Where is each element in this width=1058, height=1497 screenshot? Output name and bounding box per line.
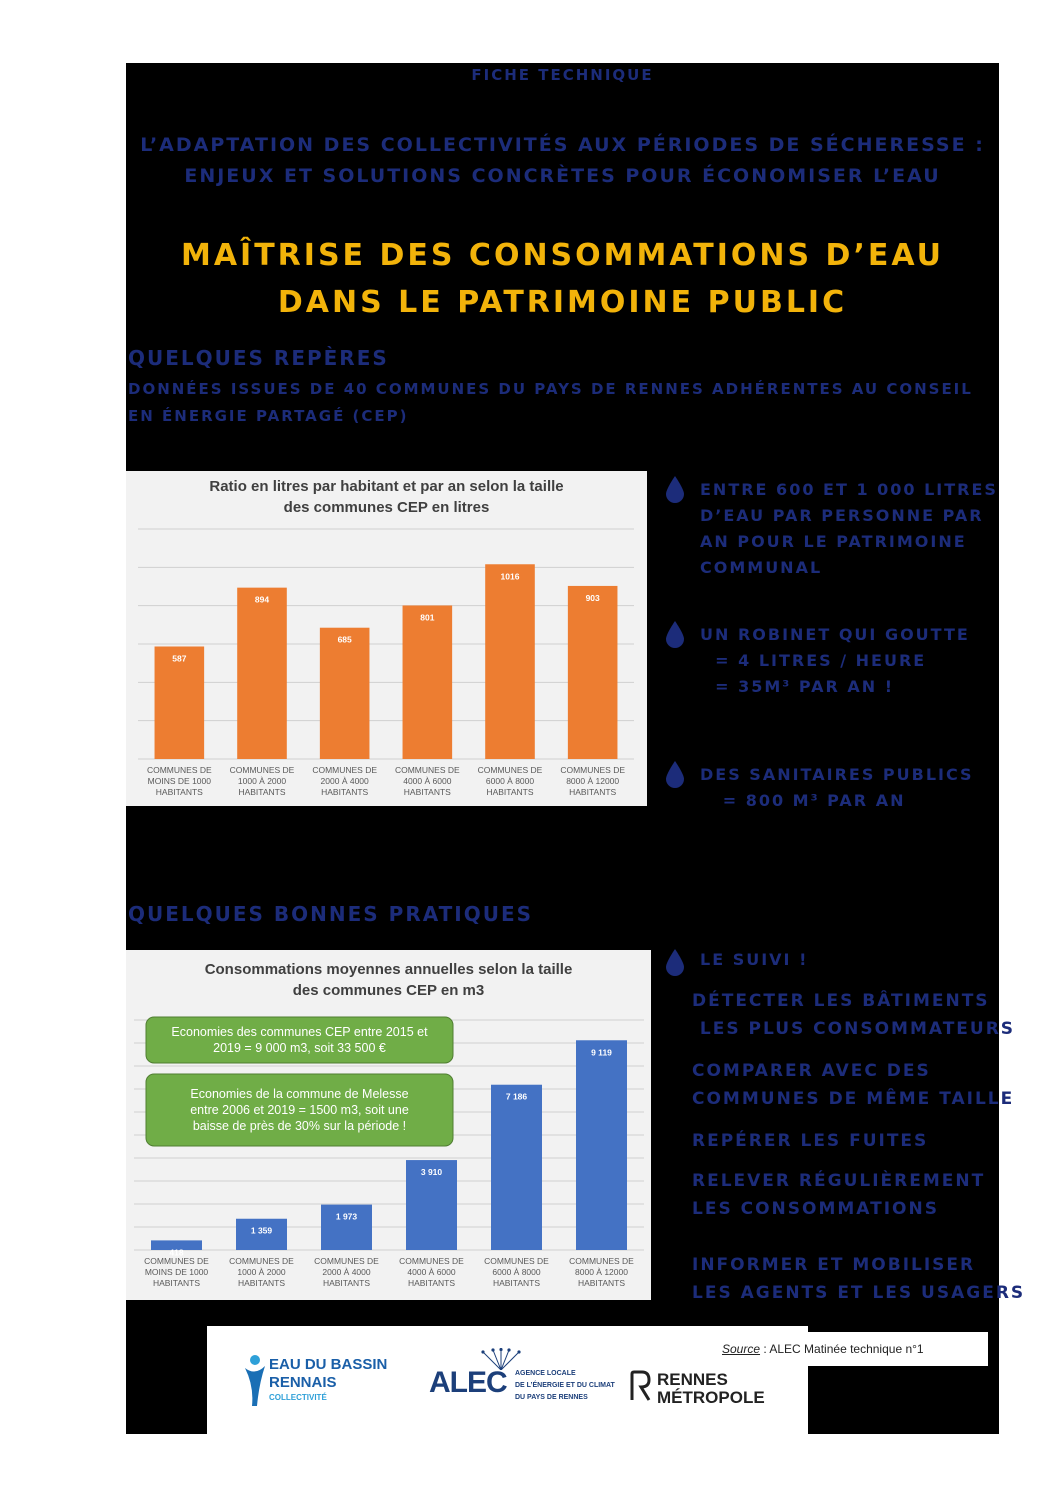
- key-figure-line: = 4 LITRES / HEURE: [700, 651, 927, 670]
- subtitle-line-2: ENJEUX ET SOLUTIONS CONCRÈTES POUR ÉCONOMISER L’EAU: [184, 165, 941, 187]
- rennes-metropole-logo-line1: RENNES: [657, 1370, 728, 1389]
- section-description: DONNÉES ISSUES DE 40 COMMUNES DU PAYS DE RENNES ADHÉRENTES AU CONSEIL EN ÉNERGIE PARTAGÉ (CEP): [128, 380, 973, 425]
- chart-bar: [491, 1085, 542, 1250]
- practice-item-line: COMPARER AVEC DES: [692, 1061, 931, 1081]
- chart-ratio-svg: [126, 471, 647, 806]
- category-label: 2000 À 4000: [320, 776, 369, 786]
- data-label: 1 973: [335, 1211, 358, 1222]
- category-label: HABITANTS: [407, 1278, 456, 1288]
- annotation-text: Economies des communes CEP entre 2015 et: [171, 1025, 428, 1039]
- alec-logo-line2: DE L’ÉNERGIE ET DU CLIMAT: [515, 1382, 615, 1389]
- chart-bar: [403, 605, 453, 759]
- rennes-metropole-logo-icon: [629, 1370, 651, 1402]
- water-drop-icon: [665, 948, 685, 976]
- eau-bassin-logo-line3: COLLECTIVITÉ: [269, 1393, 327, 1402]
- rennes-metropole-logo-line2: MÉTROPOLE: [657, 1388, 765, 1407]
- category-label: HABITANTS: [569, 787, 617, 797]
- category-label: HABITANTS: [238, 787, 286, 797]
- practice-item-line: LES AGENTS ET LES USAGERS: [692, 1283, 1026, 1303]
- category-label: MOINS DE 1000: [147, 776, 211, 786]
- chart-bar: [237, 588, 287, 759]
- eau-bassin-logo-line1: EAU DU BASSIN: [269, 1356, 388, 1373]
- data-label: 1 359: [250, 1225, 273, 1236]
- practices-heading: LE SUIVI !: [700, 950, 809, 969]
- data-label: 418: [169, 1247, 184, 1258]
- section-title-reperes: QUELQUES REPÈRES: [128, 346, 389, 370]
- category-label: 1000 À 2000: [237, 1267, 286, 1277]
- category-label: 4000 À 6000: [403, 776, 452, 786]
- practice-item-line: REPÉRER LES FUITES: [692, 1131, 929, 1151]
- practice-item-line: LES PLUS CONSOMMATEURS: [692, 1019, 1016, 1039]
- chart-bar: [576, 1040, 627, 1250]
- chart-bar: [568, 586, 618, 759]
- subtitle-line-1: L’ADAPTATION DES COLLECTIVITÉS AUX PÉRIODES DE SÉCHERESSE :: [140, 134, 985, 156]
- chart-title-line: Consommations moyennes annuelles selon la taille: [204, 961, 573, 978]
- chart-title-line: des communes CEP en m3: [292, 982, 485, 999]
- water-drop-icon: [665, 620, 685, 648]
- category-label: HABITANTS: [577, 1278, 626, 1288]
- category-label: 6000 À 8000: [485, 776, 535, 786]
- chart-title-line: des communes CEP en litres: [283, 499, 490, 516]
- category-label: COMMUNES DE: [477, 765, 543, 775]
- data-label: 903: [585, 592, 600, 603]
- alec-logo-line3: DU PAYS DE RENNES: [515, 1394, 588, 1401]
- title-line-1: MAÎTRISE DES CONSOMMATIONS D’EAU: [180, 238, 945, 273]
- annotation-box: [146, 1017, 453, 1063]
- alec-logo-main: ALEC: [429, 1366, 507, 1399]
- category-label: HABITANTS: [321, 787, 369, 797]
- category-label: COMMUNES DE: [484, 1256, 549, 1266]
- category-label: 1000 À 2000: [237, 776, 287, 786]
- key-figure-line: AN POUR LE PATRIMOINE: [700, 532, 967, 551]
- data-label: 685: [337, 634, 352, 645]
- annotation-text: baisse de près de 30% sur la période !: [192, 1119, 407, 1133]
- section-title-pratiques: QUELQUES BONNES PRATIQUES: [128, 902, 534, 926]
- eau-bassin-logo-line2: RENNAIS: [269, 1374, 337, 1391]
- key-figure-line: = 35M³ PAR AN !: [700, 677, 895, 696]
- key-figure-line: COMMUNAL: [700, 558, 823, 577]
- category-label: 8000 À 12000: [566, 776, 620, 786]
- data-label: 894: [254, 594, 270, 605]
- category-label: HABITANTS: [492, 1278, 541, 1288]
- source-label: Source: [722, 1342, 761, 1356]
- practice-item-line: COMMUNES DE MÊME TAILLE: [692, 1089, 1015, 1109]
- category-label: COMMUNES DE: [569, 1256, 634, 1266]
- data-label: 1016: [500, 571, 520, 582]
- alec-logo-line1: AGENCE LOCALE: [515, 1370, 576, 1377]
- category-label: HABITANTS: [322, 1278, 371, 1288]
- data-label: 7 186: [505, 1091, 528, 1102]
- key-figure-line: UN ROBINET QUI GOUTTE: [700, 625, 970, 644]
- chart-ratio-litres: [126, 471, 647, 806]
- water-drop-icon: [665, 475, 685, 503]
- category-label: HABITANTS: [403, 787, 451, 797]
- water-drop-icon: [665, 760, 685, 788]
- chart-title-line: Ratio en litres par habitant et par an selon la taille: [209, 478, 564, 495]
- annotation-text: entre 2006 et 2019 = 1500 m3, soit une: [190, 1103, 409, 1117]
- category-label: COMMUNES DE: [560, 765, 626, 775]
- category-label: 2000 À 4000: [322, 1267, 371, 1277]
- chart-bar: [485, 564, 535, 759]
- category-label: COMMUNES DE: [399, 1256, 464, 1266]
- category-label: HABITANTS: [237, 1278, 286, 1288]
- document-kicker: FICHE TECHNIQUE: [471, 66, 654, 84]
- category-label: COMMUNES DE: [314, 1256, 379, 1266]
- category-label: 8000 À 12000: [575, 1267, 628, 1277]
- key-figure-line: D’EAU PAR PERSONNE PAR: [700, 506, 984, 525]
- category-label: COMMUNES DE: [229, 765, 295, 775]
- category-label: 6000 À 8000: [492, 1267, 541, 1277]
- key-figure-line: ENTRE 600 ET 1 000 LITRES: [700, 480, 998, 499]
- category-label: COMMUNES DE: [394, 765, 460, 775]
- key-figure-line: = 800 M³ PAR AN: [700, 791, 906, 810]
- practice-item-line: DÉTECTER LES BÂTIMENTS: [692, 991, 990, 1011]
- chart-consommations: [126, 950, 651, 1300]
- source-note: [713, 1332, 988, 1366]
- annotation-text: Economies de la commune de Melesse: [190, 1087, 409, 1101]
- practice-item-line: INFORMER ET MOBILISER: [692, 1255, 976, 1275]
- chart-consommations-svg: [126, 950, 651, 1300]
- chart-bar: [320, 628, 370, 759]
- category-label: HABITANTS: [486, 787, 534, 797]
- annotation-text: 2019 = 9 000 m3, soit 33 500 €: [213, 1041, 386, 1055]
- data-label: 9 119: [591, 1047, 612, 1058]
- eau-bassin-logo-icon: [243, 1354, 267, 1408]
- key-figure-line: DES SANITAIRES PUBLICS: [700, 765, 974, 784]
- category-label: MOINS DE 1000: [144, 1267, 209, 1277]
- category-label: COMMUNES DE: [146, 765, 212, 775]
- practice-item-line: LES CONSOMMATIONS: [692, 1199, 939, 1219]
- data-label: 3 910: [420, 1167, 443, 1178]
- category-label: COMMUNES DE: [312, 765, 378, 775]
- category-label: 4000 À 6000: [407, 1267, 456, 1277]
- practice-item-line: RELEVER RÉGULIÈREMENT: [692, 1171, 986, 1191]
- category-label: COMMUNES DE: [144, 1256, 209, 1266]
- category-label: HABITANTS: [152, 1278, 201, 1288]
- source-text: : ALEC Matinée technique n°1: [760, 1342, 924, 1356]
- data-label: 801: [420, 612, 435, 623]
- category-label: HABITANTS: [155, 787, 203, 797]
- data-label: 587: [172, 653, 187, 664]
- category-label: COMMUNES DE: [229, 1256, 294, 1266]
- title-line-2: DANS LE PATRIMOINE PUBLIC: [277, 285, 848, 320]
